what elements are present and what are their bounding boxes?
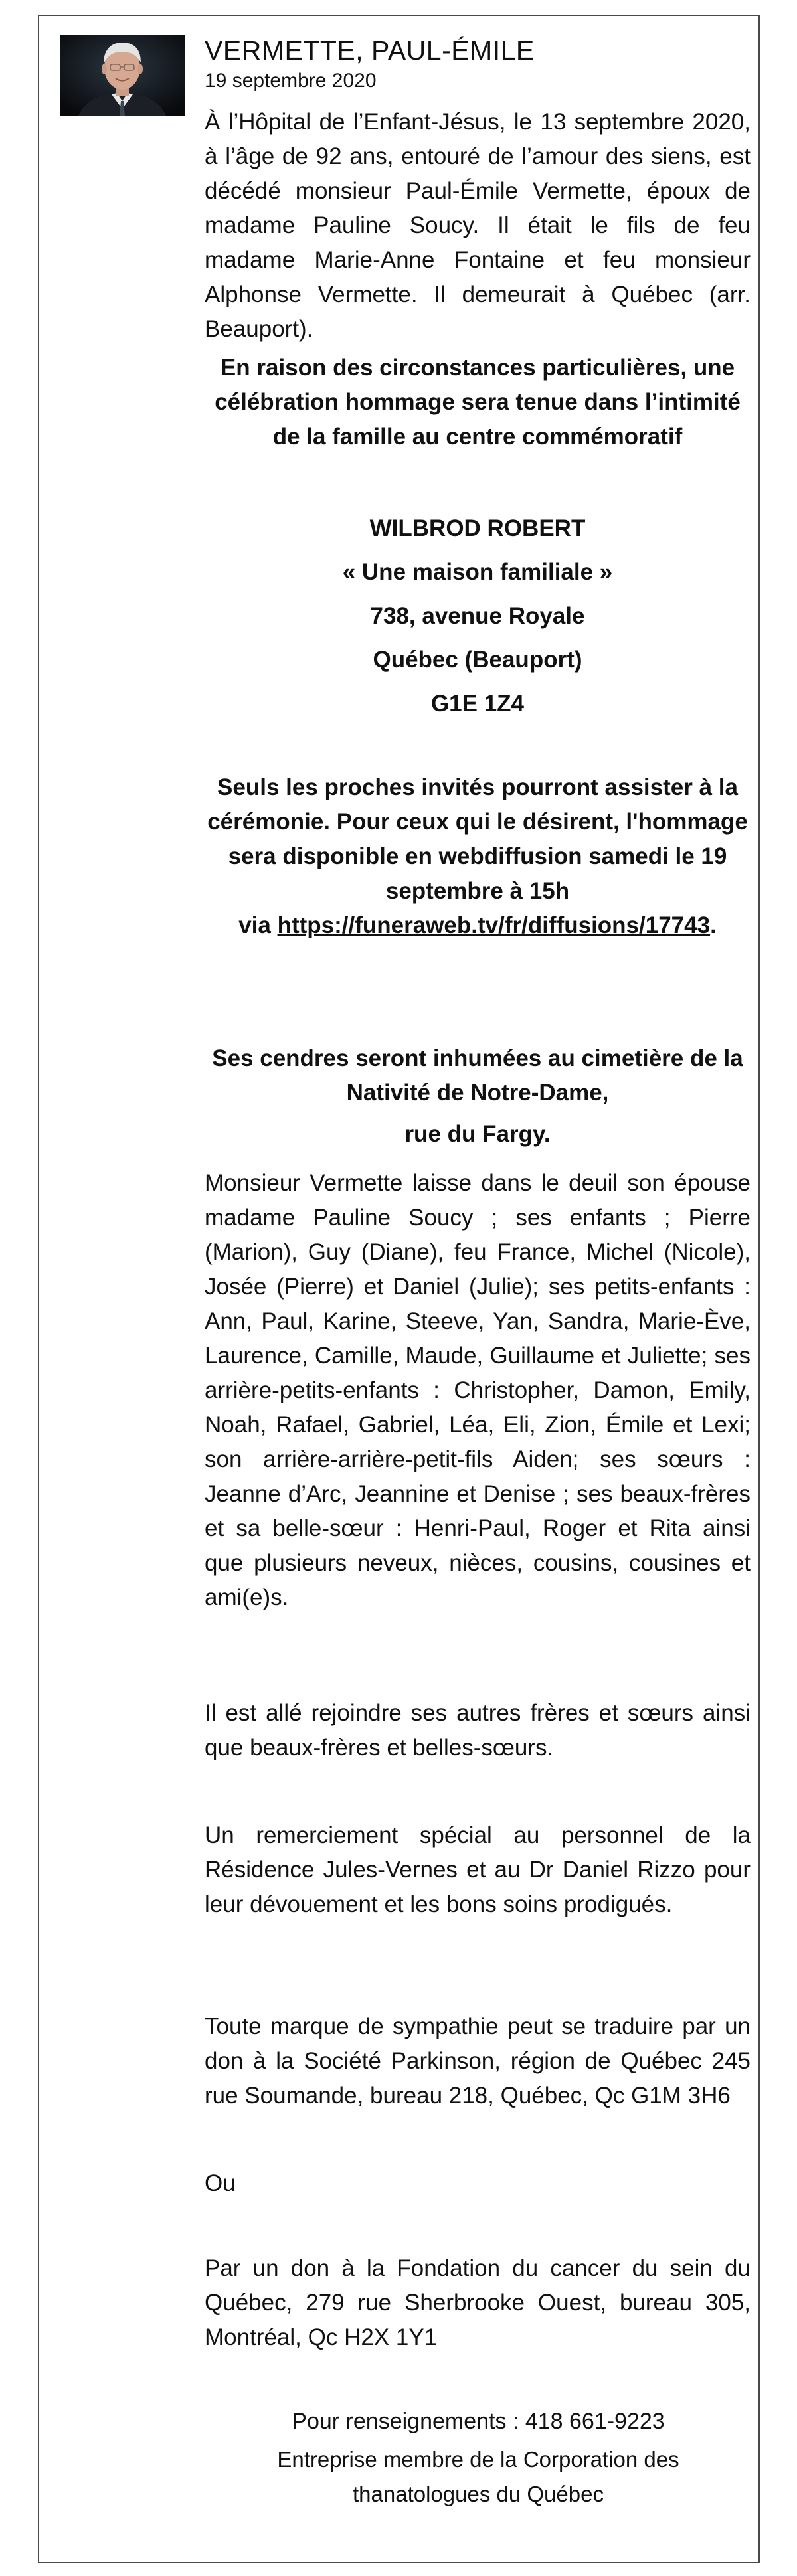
portrait-photo [60,35,185,116]
donation-cancer-block [205,2251,751,2355]
donation-cancer-paragraph: Par un don à la Fondation du cancer du sein du Québec, 279 rue Sherbrooke Ouest, bureau 305, Montréal, Qc H2X 1Y1 [205,2255,751,2350]
webcast-link[interactable]: https://funeraweb.tv/fr/diffusions/17743 [277,912,711,938]
survivors-paragraph: Monsieur Vermette laisse dans le deuil son épouse madame Pauline Soucy ; ses enfants ; Pierre (Marion), Guy (Diane), feu France, Michel (Nicole), Josée (Pierre) et Daniel (Julie); ses petits-enfants : Ann, Paul, Karine, Steeve, Yan, Sandra, Marie-Ève, Laurence, Camille, Maude, Guillaume et Juliette; ses arrière-petits-enfants : Christopher, Damon, Emily, Noah, Rafael, Gabriel, Léa, Eli, Zion, Émile et Lexi; son arrière-arrière-petit-fils Aiden; ses sœurs : Jeanne d’Arc, Jeannine et Denise ; ses beaux-frères et sa belle-sœur : Henri-Paul, Roger et Rita ainsi que plusieurs neveux, nièces, cousins, cousines et ami(e)s. [205,1170,751,1610]
rejoined-block [205,1696,751,1765]
venue-block [205,511,751,721]
webcast-block [205,770,751,943]
venue-name: WILBROD ROBERT [369,515,586,541]
rejoined-paragraph: Il est allé rejoindre ses autres frères et sœurs ainsi que beaux-frères et belles-sœurs. [205,1700,751,1760]
intro-paragraph: À l’Hôpital de l’Enfant-Jésus, le 13 septembre 2020, à l’âge de 92 ans, entouré de l’amour des siens, est décédé monsieur Paul-Émile Vermette, époux de madame Pauline Soucy. Il était le fils de feu madame Marie-Anne Fontaine et feu monsieur Alphonse Vermette. Il demeurait à Québec (arr. Beauport). [205,109,751,342]
venue-city: Québec (Beauport) [373,647,582,673]
webcast-period: . [710,912,717,938]
venue-tagline: « Une maison familiale » [342,559,613,585]
circumstances-block [205,351,751,454]
deceased-name: VERMETTE, PAUL-ÉMILE [205,35,535,66]
venue-street: 738, avenue Royale [370,603,585,629]
circumstances-text: En raison des circonstances particulières, une célébration hommage sera tenue dans l’intimité de la famille au centre commémoratif [215,355,741,450]
publication-date: 19 septembre 2020 [205,70,377,92]
thanks-paragraph: Un remerciement spécial au personnel de la Résidence Jules-Vernes et au Dr Daniel Rizzo pour leur dévouement et les bons soins prodigués. [205,1822,751,1917]
donation-parkinson-block [205,2010,751,2113]
webcast-via: via [238,912,271,938]
or-text: Ou [205,2170,236,2196]
corporation-member: Entreprise membre de la Corporation des thanatologues du Québec [277,2447,679,2506]
donation-parkinson-paragraph: Toute marque de sympathie peut se traduire par un don à la Société Parkinson, région de Québec 245 rue Soumande, bureau 218, Québec, Qc G1M 3H6 [205,2014,751,2108]
portrait-image [60,35,185,116]
burial-street: rue du Fargy. [404,1121,551,1147]
or-block [205,2166,751,2201]
thanks-block [205,1818,751,1922]
contact-info: Pour renseignements : 418 661-9223 [292,2409,665,2434]
venue-postal-code: G1E 1Z4 [430,691,525,717]
burial-block [205,1041,751,1152]
webcast-link-line [205,908,751,943]
webcast-text: Seuls les proches invités pourront assister à la cérémonie. Pour ceux qui le désirent, l'hommage sera disponible en webdiffusion samedi le 19 septembre à 15h [207,774,748,904]
intro-block [205,105,751,347]
survivors-block [205,1166,751,1615]
burial-text: Ses cendres seront inhumées au cimetière de la Nativité de Notre-Dame, [212,1045,743,1106]
footer-block [213,2404,744,2512]
